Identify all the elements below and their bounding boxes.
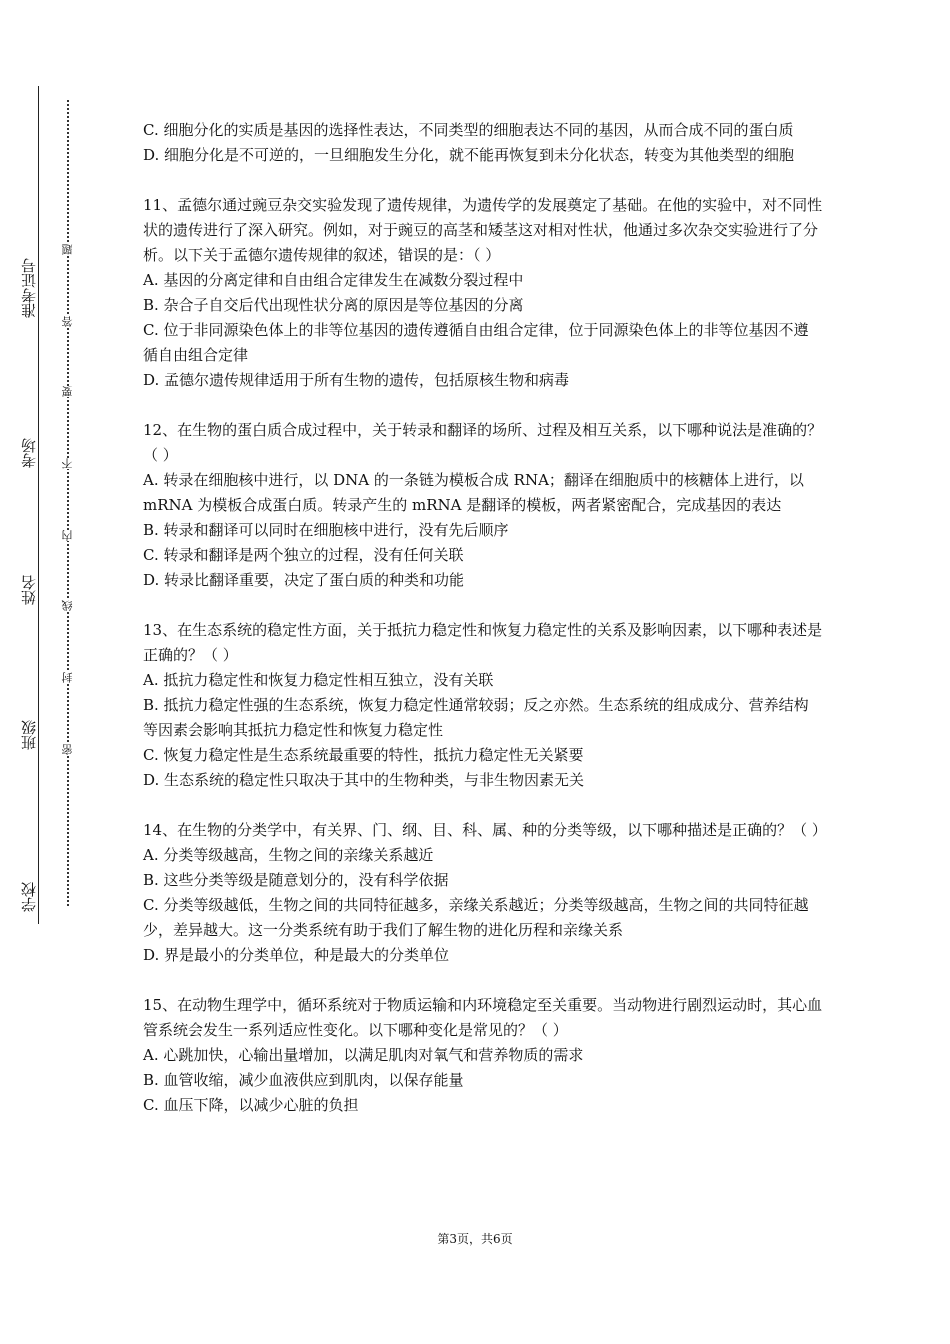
option-a: A. 心跳加快，心输出量增加，以满足肌肉对氧气和营养物质的需求 [143,1046,584,1064]
field-exam-room: 考场 [20,438,38,468]
question-15 [143,993,823,1118]
option-c: C. 转录和翻译是两个独立的过程，没有任何关联 [143,546,464,564]
question-stem: 13、在生态系统的稳定性方面，关于抵抗力稳定性和恢复力稳定性的关系及影响因素，以下哪种表述是正确的？（ ） [143,621,823,664]
option-b: B. 杂合子自交后代出现性状分离的原因是等位基因的分离 [143,296,524,314]
field-exam-number: 准考证号 [20,258,38,318]
option-c: C. 位于非同源染色体上的非等位基因的遗传遵循自由组合定律，位于同源染色体上的非等位基因不遵循自由组合定律 [143,321,809,364]
page-footer: 第3页，共6页 [437,1232,513,1246]
option-d: D. 细胞分化是不可逆的，一旦细胞发生分化，就不能再恢复到未分化状态，转变为其他类型的细胞 [143,146,795,164]
option-c: C. 恢复力稳定性是生态系统最重要的特性，抵抗力稳定性无关紧要 [143,746,584,764]
option-d: D. 转录比翻译重要，决定了蛋白质的种类和功能 [143,571,465,589]
option-d: D. 孟德尔遗传规律适用于所有生物的遗传，包括原核生物和病毒 [143,371,570,389]
option-a: A. 基因的分离定律和自由组合定律发生在减数分裂过程中 [143,271,524,289]
question-13 [143,618,823,793]
option-c: C. 细胞分化的实质是基因的选择性表达，不同类型的细胞表达不同的基因，从而合成不同的蛋白质 [143,121,794,139]
field-name: 姓名 [20,575,38,605]
seal-char: 不 [59,458,77,469]
seal-char: 要 [59,386,77,397]
option-d: D. 界是最小的分类单位，种是最大的分类单位 [143,946,450,964]
option-b: B. 血管收缩，减少血液供应到肌肉，以保存能量 [143,1071,464,1089]
question-14 [143,818,827,968]
seal-char: 密 [59,744,77,755]
question-11 [143,193,823,393]
question-stem: 12、在生物的蛋白质合成过程中，关于转录和翻译的场所、过程及相互关系，以下哪种说法是准确的？（ ） [143,421,823,464]
option-b: B. 这些分类等级是随意划分的，没有科学依据 [143,871,449,889]
option-a: A. 分类等级越高，生物之间的亲缘关系越近 [143,846,434,864]
option-c: C. 分类等级越低，生物之间的共同特征越多，亲缘关系越近；分类等级越高，生物之间的共同特征越少，差异越大。这一分类系统有助于我们了解生物的进化历程和亲缘关系 [143,896,809,939]
binding-line [38,86,39,924]
seal-char: 内 [59,530,77,541]
seal-char: 封 [59,672,77,683]
option-a: A. 抵抗力稳定性和恢复力稳定性相互独立，没有关联 [143,671,494,689]
option-a: A. 转录在细胞核中进行，以 DNA 的一条链为模板合成 RNA；翻译在细胞质中的核糖体上进行，以 mRNA 为模板合成蛋白质。转录产生的 mRNA 是翻译的模板，两者紧密配合，完成基因的表达 [143,471,804,514]
option-b: B. 抵抗力稳定性强的生态系统，恢复力稳定性通常较弱；反之亦然。生态系统的组成成分、营养结构等因素会影响其抵抗力稳定性和恢复力稳定性 [143,696,809,739]
seal-char: 答 [59,316,77,327]
seal-char: 线 [59,600,77,611]
seal-char: 题 [59,244,77,255]
field-school: 学校 [20,882,38,912]
seal-dotted-line [67,100,69,906]
question-stem: 15、在动物生理学中，循环系统对于物质运输和内环境稳定至关重要。当动物进行剧烈运动时，其心血管系统会发生一系列适应性变化。以下哪种变化是常见的？（ ） [143,996,823,1039]
option-d: D. 生态系统的稳定性只取决于其中的生物种类，与非生物因素无关 [143,771,585,789]
question-12 [143,418,823,593]
option-b: B. 转录和翻译可以同时在细胞核中进行，没有先后顺序 [143,521,509,539]
page-content [143,118,827,1143]
option-c: C. 血压下降，以减少心脏的负担 [143,1096,359,1114]
field-class: 班级 [20,720,38,750]
question-stem: 14、在生物的分类学中，有关界、门、纲、目、科、属、种的分类等级，以下哪种描述是正确的？（ ） [143,821,827,839]
question-stem: 11、孟德尔通过豌豆杂交实验发现了遗传规律，为遗传学的发展奠定了基础。在他的实验中，对不同性状的遗传进行了深入研究。例如，对于豌豆的高茎和矮茎这对相对性状，他通过多次杂交实验进行了分析。以下关于孟德尔遗传规律的叙述，错误的是：（ ） [143,196,823,264]
carry-over-options [143,118,823,168]
